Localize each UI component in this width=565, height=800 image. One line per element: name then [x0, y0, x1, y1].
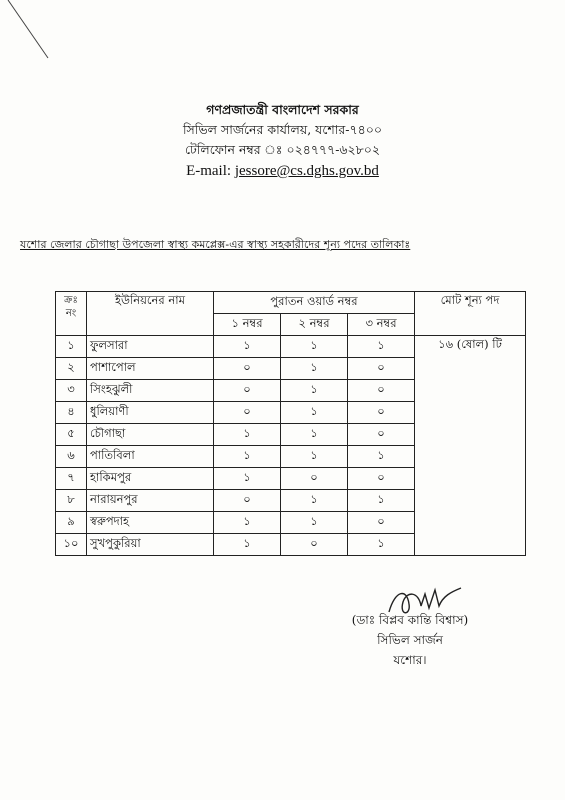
cell-total-vacant: ১৬ (ষোল) টি [415, 336, 526, 556]
cell-ward-3: ১ [348, 336, 415, 358]
email-label: E-mail: [186, 163, 235, 179]
signatory-name: (ডাঃ বিপ্লব কান্তি বিশ্বাস) [351, 613, 469, 627]
cell-ward-1: ১ [214, 512, 281, 534]
cell-ward-3: ০ [348, 402, 415, 424]
cell-ward-2: ০ [281, 534, 348, 556]
cell-union-name: নারায়নপুর [87, 490, 214, 512]
letterhead [0, 100, 565, 182]
subject-line: যশোর জেলার চৌগাছা উপজেলা স্বাস্থ্য কমপ্লেক্স-এর স্বাস্থ্য সহকারীদের শূন্য পদের তালিকাঃ [20, 238, 411, 251]
cell-union-name: ফুলসারা [87, 336, 214, 358]
cell-ward-1: ০ [214, 380, 281, 402]
cell-union-name: পাতিবিলা [87, 446, 214, 468]
cell-serial: ৩ [56, 380, 87, 402]
cell-ward-1: ১ [214, 534, 281, 556]
vacancy-table [55, 291, 526, 556]
header-union-name: ইউনিয়নের নাম [87, 292, 214, 336]
cell-ward-1: ০ [214, 402, 281, 424]
table-row [56, 336, 526, 358]
cell-ward-3: ০ [348, 468, 415, 490]
letterhead-office: সিভিল সার্জনের কার্যালয়, যশোর-৭৪০০ [182, 122, 383, 137]
cell-ward-3: ১ [348, 446, 415, 468]
cell-ward-1: ১ [214, 424, 281, 446]
header-total-vacant: মোট শূন্য পদ [415, 292, 526, 336]
cell-union-name: পাশাপোল [87, 358, 214, 380]
signatory-place: যশোর। [393, 653, 427, 667]
cell-union-name: চৌগাছা [87, 424, 214, 446]
signature-block [310, 610, 510, 670]
cell-union-name: সিংহঝুলী [87, 380, 214, 402]
cell-ward-3: ১ [348, 534, 415, 556]
header-serial: ক্রঃ নং [56, 292, 87, 336]
cell-ward-1: ১ [214, 446, 281, 468]
cell-ward-2: ১ [281, 358, 348, 380]
letterhead-email-line [0, 160, 565, 182]
cell-serial: ৪ [56, 402, 87, 424]
header-ward-1: ১ নম্বর [214, 314, 281, 336]
cell-serial: ৮ [56, 490, 87, 512]
scan-corner-line [0, 0, 60, 60]
cell-ward-3: ০ [348, 424, 415, 446]
header-ward-2: ২ নম্বর [281, 314, 348, 336]
cell-ward-2: ১ [281, 402, 348, 424]
cell-serial: ১০ [56, 534, 87, 556]
cell-ward-1: ১ [214, 468, 281, 490]
letterhead-phone: টেলিফোন নম্বর ঃ ০২৪৭৭৭-৬২৮০২ [184, 142, 381, 157]
cell-ward-2: ১ [281, 512, 348, 534]
cell-ward-3: ০ [348, 380, 415, 402]
cell-ward-3: ০ [348, 358, 415, 380]
cell-serial: ৭ [56, 468, 87, 490]
cell-ward-3: ০ [348, 512, 415, 534]
header-old-ward: পুরাতন ওয়ার্ড নম্বর [214, 292, 415, 314]
cell-ward-3: ১ [348, 490, 415, 512]
cell-ward-1: ০ [214, 490, 281, 512]
signatory-designation: সিভিল সার্জন [377, 633, 443, 647]
cell-serial: ৫ [56, 424, 87, 446]
header-ward-3: ৩ নম্বর [348, 314, 415, 336]
cell-ward-2: ১ [281, 380, 348, 402]
cell-ward-1: ০ [214, 358, 281, 380]
email-link[interactable]: jessore@cs.dghs.gov.bd [234, 163, 379, 179]
table-header-row [56, 292, 526, 314]
cell-serial: ৬ [56, 446, 87, 468]
cell-serial: ৯ [56, 512, 87, 534]
cell-union-name: সুখপুকুরিয়া [87, 534, 214, 556]
cell-union-name: ধুলিয়াণী [87, 402, 214, 424]
cell-ward-2: ১ [281, 424, 348, 446]
cell-union-name: হাকিমপুর [87, 468, 214, 490]
cell-ward-2: ১ [281, 446, 348, 468]
cell-serial: ২ [56, 358, 87, 380]
cell-ward-1: ১ [214, 336, 281, 358]
cell-ward-2: ১ [281, 336, 348, 358]
cell-ward-2: ১ [281, 490, 348, 512]
cell-ward-2: ০ [281, 468, 348, 490]
cell-union-name: স্বরুপদাহ [87, 512, 214, 534]
letterhead-government: গণপ্রজাতন্ত্রী বাংলাদেশ সরকার [206, 102, 359, 117]
cell-serial: ১ [56, 336, 87, 358]
